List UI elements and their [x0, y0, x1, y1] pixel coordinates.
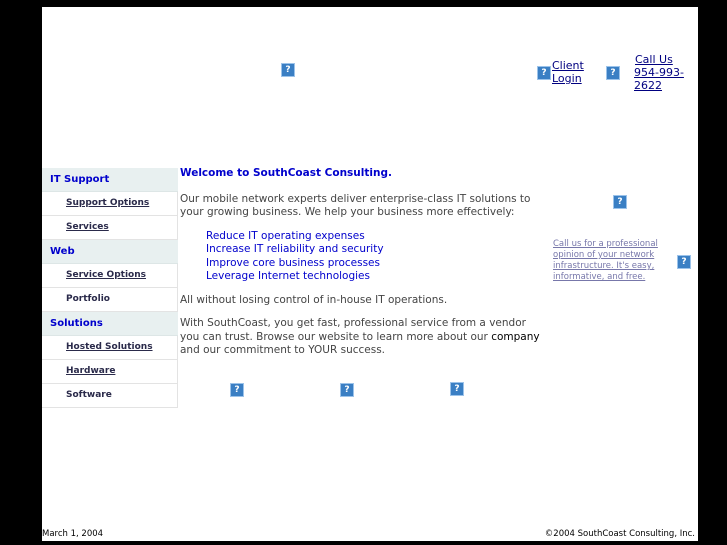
broken-image-icon: ? — [606, 66, 620, 80]
nav-item-software[interactable]: Software — [42, 384, 178, 408]
page — [42, 7, 698, 541]
broken-image-icon: ? — [340, 383, 354, 397]
broken-image-icon: ? — [613, 195, 627, 209]
benefits-list — [180, 230, 545, 284]
nav-item-portfolio[interactable]: Portfolio — [42, 288, 178, 312]
footer-copyright: ©2004 SouthCoast Consulting, Inc. — [544, 529, 695, 539]
vendor-text: With SouthCoast, you get fast, professional service from a vendor you can trust. Browse our website to learn more about our — [180, 317, 526, 343]
intro-paragraph: Our mobile network experts deliver enterprise-class IT solutions to your growing business. We help your business more effectively: — [180, 192, 531, 218]
list-item: Improve core business processes — [206, 256, 380, 269]
welcome-heading: Welcome to SouthCoast Consulting. — [180, 167, 392, 179]
call-us-label: Call Us — [635, 53, 673, 66]
company-link[interactable]: company — [491, 330, 540, 343]
phone-number: 954-993-2622 — [634, 66, 684, 92]
nav-section-web[interactable]: Web — [42, 240, 178, 264]
control-paragraph: All without losing control of in-house IT operations. — [180, 293, 448, 306]
nav-item-hosted-solutions[interactable]: Hosted Solutions — [42, 336, 178, 360]
client-login-link[interactable]: Client Login — [552, 59, 584, 85]
left-nav — [42, 168, 178, 408]
broken-image-icon: ? — [677, 255, 691, 269]
nav-item-hardware[interactable]: Hardware — [42, 360, 178, 384]
main-content — [180, 167, 545, 368]
broken-image-icon: ? — [230, 383, 244, 397]
broken-image-icon: ? — [450, 382, 464, 396]
promo-link[interactable]: Call us for a professional opinion of your network infrastructure. It's easy, informative, and free. — [553, 239, 658, 282]
footer-date: March 1, 2004 — [42, 529, 104, 539]
nav-section-it-support[interactable]: IT Support — [42, 168, 178, 192]
list-item: Leverage Internet technologies — [206, 270, 370, 282]
nav-section-solutions[interactable]: Solutions — [42, 312, 178, 336]
list-item: Reduce IT operating expenses — [206, 229, 365, 242]
nav-item-service-options[interactable]: Service Options — [42, 264, 178, 288]
list-item: Increase IT reliability and security — [206, 243, 384, 255]
broken-image-icon: ? — [281, 63, 295, 77]
nav-item-support-options[interactable]: Support Options — [42, 192, 178, 216]
nav-item-services[interactable]: Services — [42, 216, 178, 240]
vendor-paragraph — [180, 317, 545, 358]
vendor-text-end: and our commitment to YOUR success. — [180, 344, 386, 356]
broken-image-icon: ? — [537, 66, 551, 80]
call-us-link[interactable] — [631, 53, 687, 92]
